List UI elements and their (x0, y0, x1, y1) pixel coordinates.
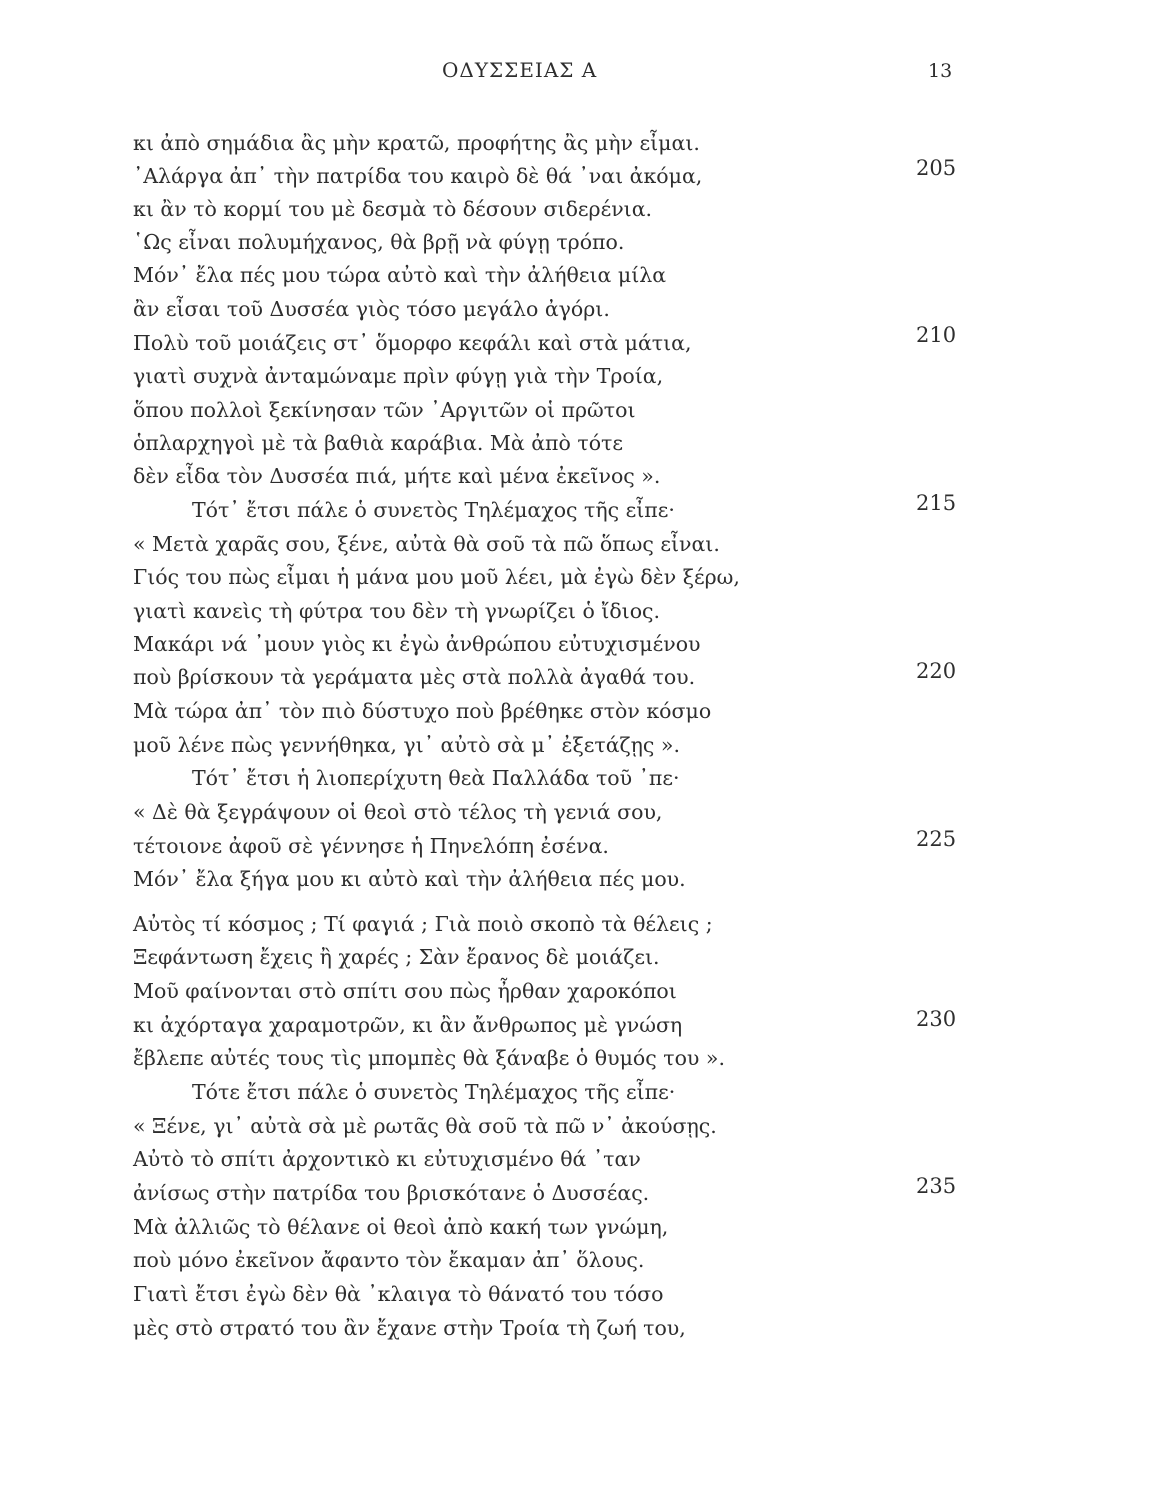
verse-line: Πολὺ τοῦ μοιάζεις στ᾿ ὅμορφο κεφάλι καὶ στὰ μάτια, (133, 331, 692, 355)
verse-line: Μακάρι νά ᾿μουν γιὸς κι ἐγὼ ἀνθρώπου εὐτυχισμένου (133, 632, 701, 656)
line-number: 225 (916, 827, 957, 851)
verse-line: μὲς στὸ στρατό του ἂν ἔχανε στὴν Τροία τὴ ζωή του, (133, 1316, 686, 1340)
verse-line: « Ξένε, γι᾿ αὐτὰ σὰ μὲ ρωτᾶς θὰ σοῦ τὰ πῶ ν᾿ ἀκούσῃς. (133, 1114, 717, 1138)
verse-line: Μοῦ φαίνονται στὸ σπίτι σου πὼς ἦρθαν χαροκόποι (133, 979, 677, 1003)
verse-line: ἂν εἶσαι τοῦ Δυσσέα γιὸς τόσο μεγάλο ἀγόρι. (133, 297, 610, 321)
verse-line: Αὐτὸς τί κόσμος ; Τί φαγιά ; Γιὰ ποιὸ σκοπὸ τὰ θέλεις ; (133, 912, 713, 936)
verse-line: γιατὶ κανεὶς τὴ φύτρα του δὲν τὴ γνωρίζει ὁ ἴδιος. (133, 599, 661, 623)
verse-line: Μὰ τώρα ἀπ᾿ τὸν πιὸ δύστυχο ποὺ βρέθηκε στὸν κόσμο (133, 699, 712, 723)
verse-line: τέτοιονε ἀφοῦ σὲ γέννησε ἡ Πηνελόπη ἐσένα. (133, 834, 609, 858)
verse-line: Γιατὶ ἔτσι ἐγὼ δὲν θὰ ᾿κλαιγα τὸ θάνατό του τόσο (133, 1282, 664, 1306)
verse-line: « Μετὰ χαρᾶς σου, ξένε, αὐτὰ θὰ σοῦ τὰ πῶ ὅπως εἶναι. (133, 532, 720, 556)
verse-line: ποὺ βρίσκουν τὰ γεράματα μὲς στὰ πολλὰ ἀγαθά του. (133, 665, 696, 689)
verse-line: Τότ᾿ ἔτσι ἡ λιοπερίχυτη θεὰ Παλλάδα τοῦ ᾿πε· (192, 766, 680, 790)
verse-line: Μὰ ἀλλιῶς τὸ θέλανε οἱ θεοὶ ἀπὸ κακή των γνώμη, (133, 1215, 669, 1239)
verse-line: ῾Ως εἶναι πολυμήχανος, θὰ βρῇ νὰ φύγῃ τρόπο. (133, 230, 625, 254)
verse-line: κι ἀπὸ σημάδια ἂς μὴν κρατῶ, προφήτης ἂς μὴν εἶμαι. (133, 131, 700, 155)
verse-line: Αὐτὸ τὸ σπίτι ἀρχοντικὸ κι εὐτυχισμένο θά ᾿ταν (133, 1147, 641, 1171)
line-number: 215 (916, 491, 957, 515)
verse-line: « Δὲ θὰ ξεγράψουν οἱ θεοὶ στὸ τέλος τὴ γενιά σου, (133, 800, 663, 824)
verse-line: ἔβλεπε αὐτές τους τὶς μπομπὲς θὰ ξάναβε ὁ θυμός του ». (133, 1046, 725, 1070)
verse-line: Γιός του πὼς εἶμαι ἡ μάνα μου μοῦ λέει, μὰ ἐγὼ δὲν ξέρω, (133, 565, 740, 589)
verse-line: ὁπλαρχηγοὶ μὲ τὰ βαθιὰ καράβια. Μὰ ἀπὸ τότε (133, 431, 624, 455)
verse-line: ᾿Αλάργα ἀπ᾿ τὴν πατρίδα του καιρὸ δὲ θά ᾿ναι ἀκόμα, (133, 164, 703, 188)
line-number: 210 (916, 323, 957, 347)
verse-line: μοῦ λένε πὼς γεννήθηκα, γι᾿ αὐτὸ σὰ μ᾿ ἐξετάζῃς ». (133, 733, 680, 757)
verse-line: κι ἂν τὸ κορμί του μὲ δεσμὰ τὸ δέσουν σιδερένια. (133, 197, 653, 221)
line-number: 230 (916, 1007, 957, 1031)
verse-line: Τότε ἔτσι πάλε ὁ συνετὸς Τηλέμαχος τῆς εἶπε· (192, 1080, 676, 1104)
verse-line: δὲν εἶδα τὸν Δυσσέα πιά, μήτε καὶ μένα ἐκεῖνος ». (133, 464, 661, 488)
verse-line: ἀνίσως στὴν πατρίδα του βρισκότανε ὁ Δυσσέας. (133, 1181, 650, 1205)
verse-line: Μόν᾿ ἔλα πές μου τώρα αὐτὸ καὶ τὴν ἀλήθεια μίλα (133, 263, 667, 287)
verse-line: Μόν᾿ ἔλα ξήγα μου κι αὐτὸ καὶ τὴν ἀλήθεια πές μου. (133, 867, 686, 891)
verse-line: Ξεφάντωση ἔχεις ἢ χαρές ; Σὰν ἔρανος δὲ μοιάζει. (133, 945, 660, 969)
line-number: 220 (916, 659, 957, 683)
running-title: ΟΔΥΣΣΕΙΑΣ Α (442, 58, 598, 82)
verse-line: γιατὶ συχνὰ ἀνταμώναμε πρὶν φύγῃ γιὰ τὴν Τροία, (133, 364, 664, 388)
verse-line: ποὺ μόνο ἐκεῖνον ἄφαντο τὸν ἔκαμαν ἀπ᾿ ὅλους. (133, 1248, 645, 1272)
verse-line: κι ἀχόρταγα χαραμοτρῶν, κι ἂν ἄνθρωπος μὲ γνώση (133, 1013, 683, 1037)
line-number: 205 (916, 156, 957, 180)
line-number: 235 (916, 1174, 957, 1198)
verse-line: Τότ᾿ ἔτσι πάλε ὁ συνετὸς Τηλέμαχος τῆς εἶπε· (192, 498, 675, 522)
verse-line: ὅπου πολλοὶ ξεκίνησαν τῶν ᾿Αργιτῶν οἱ πρῶτοι (133, 398, 636, 422)
page-number: 13 (928, 60, 953, 82)
